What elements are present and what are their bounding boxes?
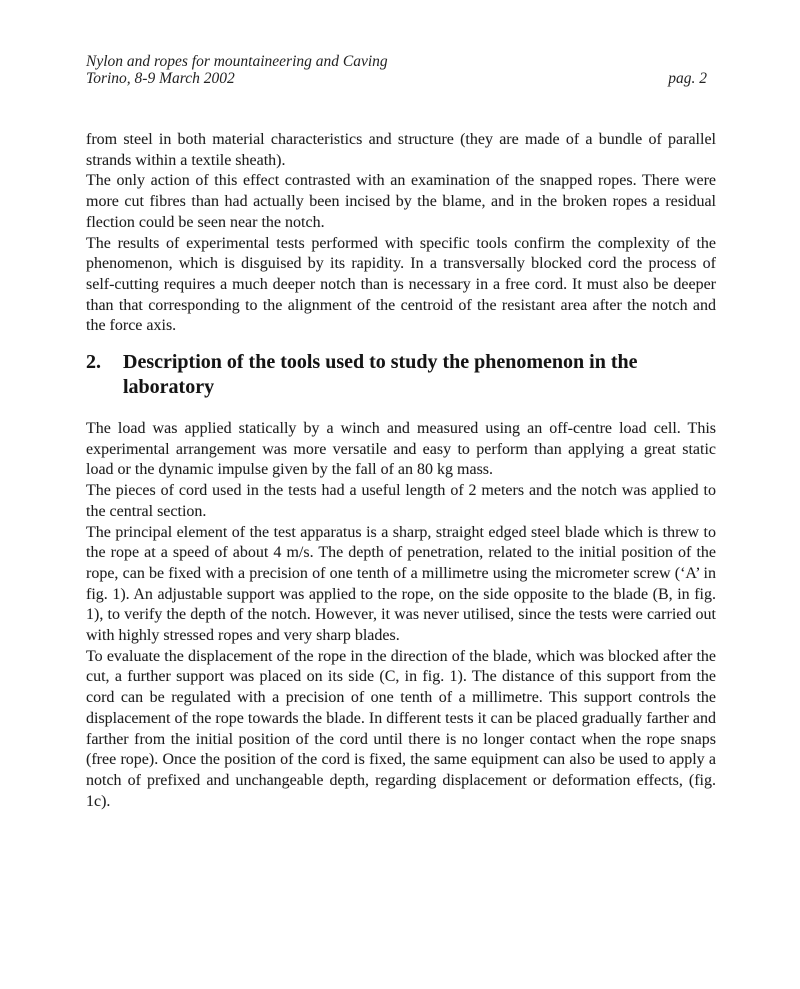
body-paragraph-1: The load was applied statically by a winch and measured using an off-centre load cell. This experimental arrangement was more versatile and easy to perform than applying a great static load or the dynamic impulse given by the fall of an 80 kg mass. (86, 420, 716, 479)
header-line-2 (86, 70, 716, 87)
conference-name: Nylon and ropes for mountaineering and Caving (86, 53, 388, 70)
conference-date-location: Torino, 8-9 March 2002 (86, 70, 235, 87)
document-body (86, 130, 716, 812)
section-heading (86, 350, 716, 400)
intro-paragraph-3: The results of experimental tests performed with specific tools confirm the complexity of the phenomenon, which is disguised by its rapidity. In a transversally blocked cord the process of self-cutting requires a much deeper notch than is necessary in a free cord. It must also be deeper than that corresponding to the alignment of the centroid of the resistant area after the notch and the force axis. (86, 234, 716, 335)
header-line-1 (86, 53, 716, 70)
intro-paragraph-2: The only action of this effect contrasted with an examination of the snapped ropes. There were more cut fibres than had actually been incised by the blame, and in the broken ropes a residual flection could be seen near the notch. (86, 172, 716, 231)
body-paragraph-2: The pieces of cord used in the tests had a useful length of 2 meters and the notch was applied to the central section. (86, 482, 716, 520)
section-number: 2. (86, 351, 101, 374)
intro-paragraph-1: from steel in both material characteristics and structure (they are made of a bundle of parallel strands within a textile sheath). (86, 131, 716, 169)
section-title: Description of the tools used to study the phenomenon in the laboratory (123, 351, 638, 399)
body-paragraph-3: The principal element of the test apparatus is a sharp, straight edged steel blade which is threw to the rope at a speed of about 4 m/s. The depth of penetration, related to the initial position of the rope, can be fixed with a precision of one tenth of a millimetre using the micrometer screw (‘A’ in fig. 1). An adjustable support was applied to the rope, on the side opposite to the blade (B, in fig. 1), to verify the depth of the notch. However, it was never utilised, since the tests were carried out with highly stressed ropes and very sharp blades. (86, 523, 716, 645)
page-header (86, 53, 716, 87)
page-number: pag. 2 (668, 70, 707, 87)
body-paragraph-4: To evaluate the displacement of the rope in the direction of the blade, which was blocked after the cut, a further support was placed on its side (C, in fig. 1). The distance of this support from the cord can be regulated with a precision of one tenth of a millimetre. This support controls the displacement of the rope towards the blade. In different tests it can be placed gradually farther and farther from the initial position of the cord until there is no longer contact when the rope snaps (free rope). Once the position of the cord is fixed, the same equipment can also be used to apply a notch of prefixed and unchangeable depth, regarding displacement or deformation effects, (fig. 1c). (86, 647, 716, 810)
